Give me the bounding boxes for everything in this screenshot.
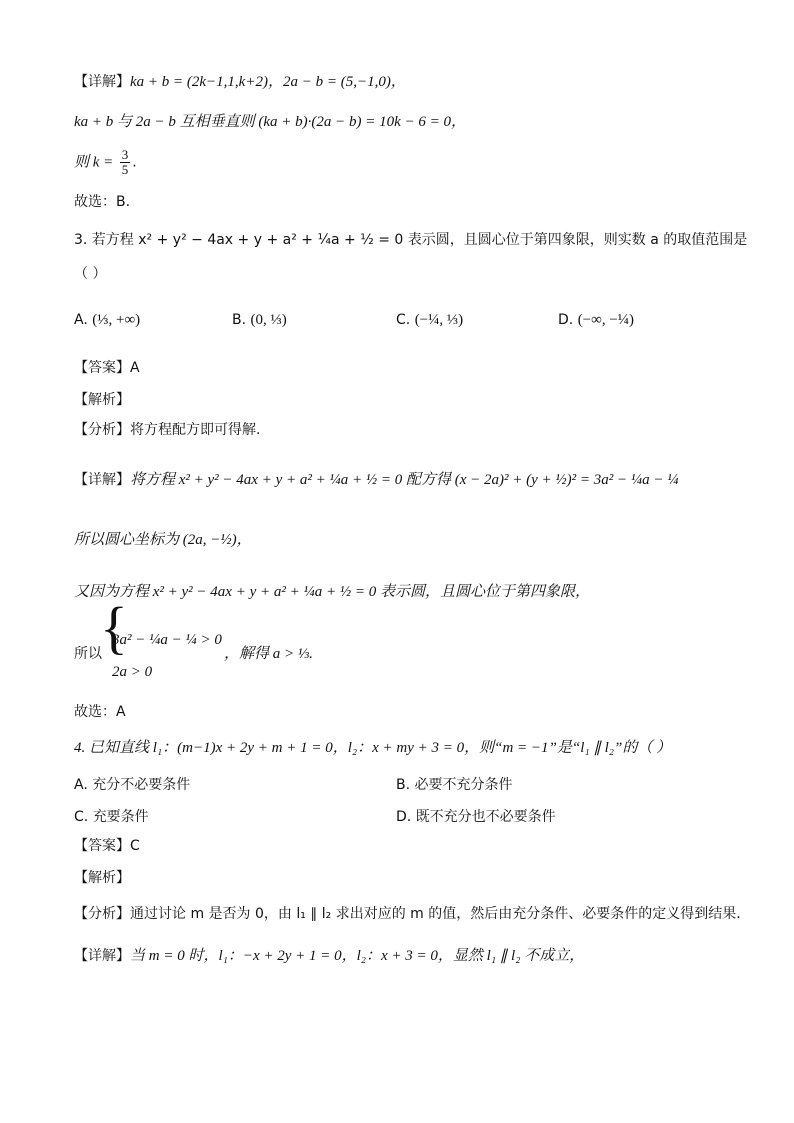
q4-stem: 4. 已知直线 l₁：(m−1)x + 2y + m + 1 = 0，l₂：x + my + 3 = 0，则“m = −1”是“l₁ ∥ l₂”的（ ） [74, 740, 672, 756]
q4-detail: 【详解】当 m = 0 时，l₁：−x + 2y + 1 = 0，l₂：x + 3 = 0，显然 l₁ ∥ l₂ 不成立， [74, 948, 585, 964]
q3-option-b: B. (0, ⅓) [232, 312, 287, 328]
k-fraction: $\frac{3}{5}$ [121, 147, 129, 177]
q4-jiexi: 【解析】 [74, 870, 130, 886]
q4-option-c: C. 充要条件 [74, 809, 149, 825]
q3-again: 又因为方程 x² + y² − 4ax + y + a² + ¼a + ½ = 0 表示圆，且圆心位于第四象限， [74, 584, 590, 600]
detail-label: 【详解】 [74, 74, 130, 90]
detail-line-3: 则 k = $\frac{3}{5}$ . [74, 147, 137, 177]
q3-fenxi: 【分析】将方程配方即可得解. [74, 422, 261, 438]
choose-b: 故选：B. [74, 194, 131, 210]
q4-fenxi: 【分析】通过讨论 m 是否为 0，由 l₁ ∥ l₂ 求出对应的 m 的值，然后由充分条件、必要条件的定义得到结果. [74, 906, 741, 922]
q3-system: 所以 { 3a² − ¼a − ¼ > 0 2a > 0 ，解得 a > ⅓. [74, 595, 313, 680]
q3-choose: 故选：A [74, 704, 126, 720]
q3-option-d: D. (−∞, −¼) [558, 312, 635, 328]
q4-answer: 【答案】C [74, 838, 140, 854]
q3-jiexi: 【解析】 [74, 392, 130, 408]
vector-equation-1: ka + b = (2k−1,1,k+2)，2a − b = (5,−1,0)， [130, 74, 406, 90]
q3-stem: 3. 若方程 x² + y² − 4ax + y + a² + ¼a + ½ = 0 表示圆，且圆心位于第四象限，则实数 a 的取值范围是 [74, 232, 748, 248]
q3-detail: 【详解】将方程 x² + y² − 4ax + y + a² + ¼a + ½ = 0 配方得 (x − 2a)² + (y + ½)² = 3a² − ¼a − ¼ [74, 472, 679, 488]
q3-paren: （ ） [74, 266, 107, 282]
detail-line-1 [74, 72, 406, 92]
perpendicular-equation: ka + b 与 2a − b 互相垂直则 (ka + b)·(2a − b) = 10k − 6 = 0， [74, 114, 467, 130]
q3-answer [74, 358, 140, 378]
system-brace: { [100, 595, 128, 660]
system-line-1: 3a² − ¼a − ¼ > 0 [112, 632, 222, 648]
q4-option-b: B. 必要不充分条件 [396, 777, 513, 793]
answer-label: 【答案】 [74, 360, 130, 376]
q4-option-d: D. 既不充分也不必要条件 [396, 809, 556, 825]
q4-option-a: A. 充分不必要条件 [74, 777, 191, 793]
system-line-2: 2a > 0 [112, 664, 153, 680]
k-result-prefix: 则 k = [74, 154, 114, 171]
answer-value: A [130, 360, 140, 376]
q3-option-a: A. (⅓, +∞) [74, 312, 141, 328]
detail-line-2 [74, 112, 466, 132]
q3-center: 所以圆心坐标为 (2a, −½)， [74, 532, 252, 548]
q3-option-c: C. (−¼, ⅓) [396, 312, 464, 328]
system-result: ，解得 a > ⅓. [224, 646, 313, 662]
